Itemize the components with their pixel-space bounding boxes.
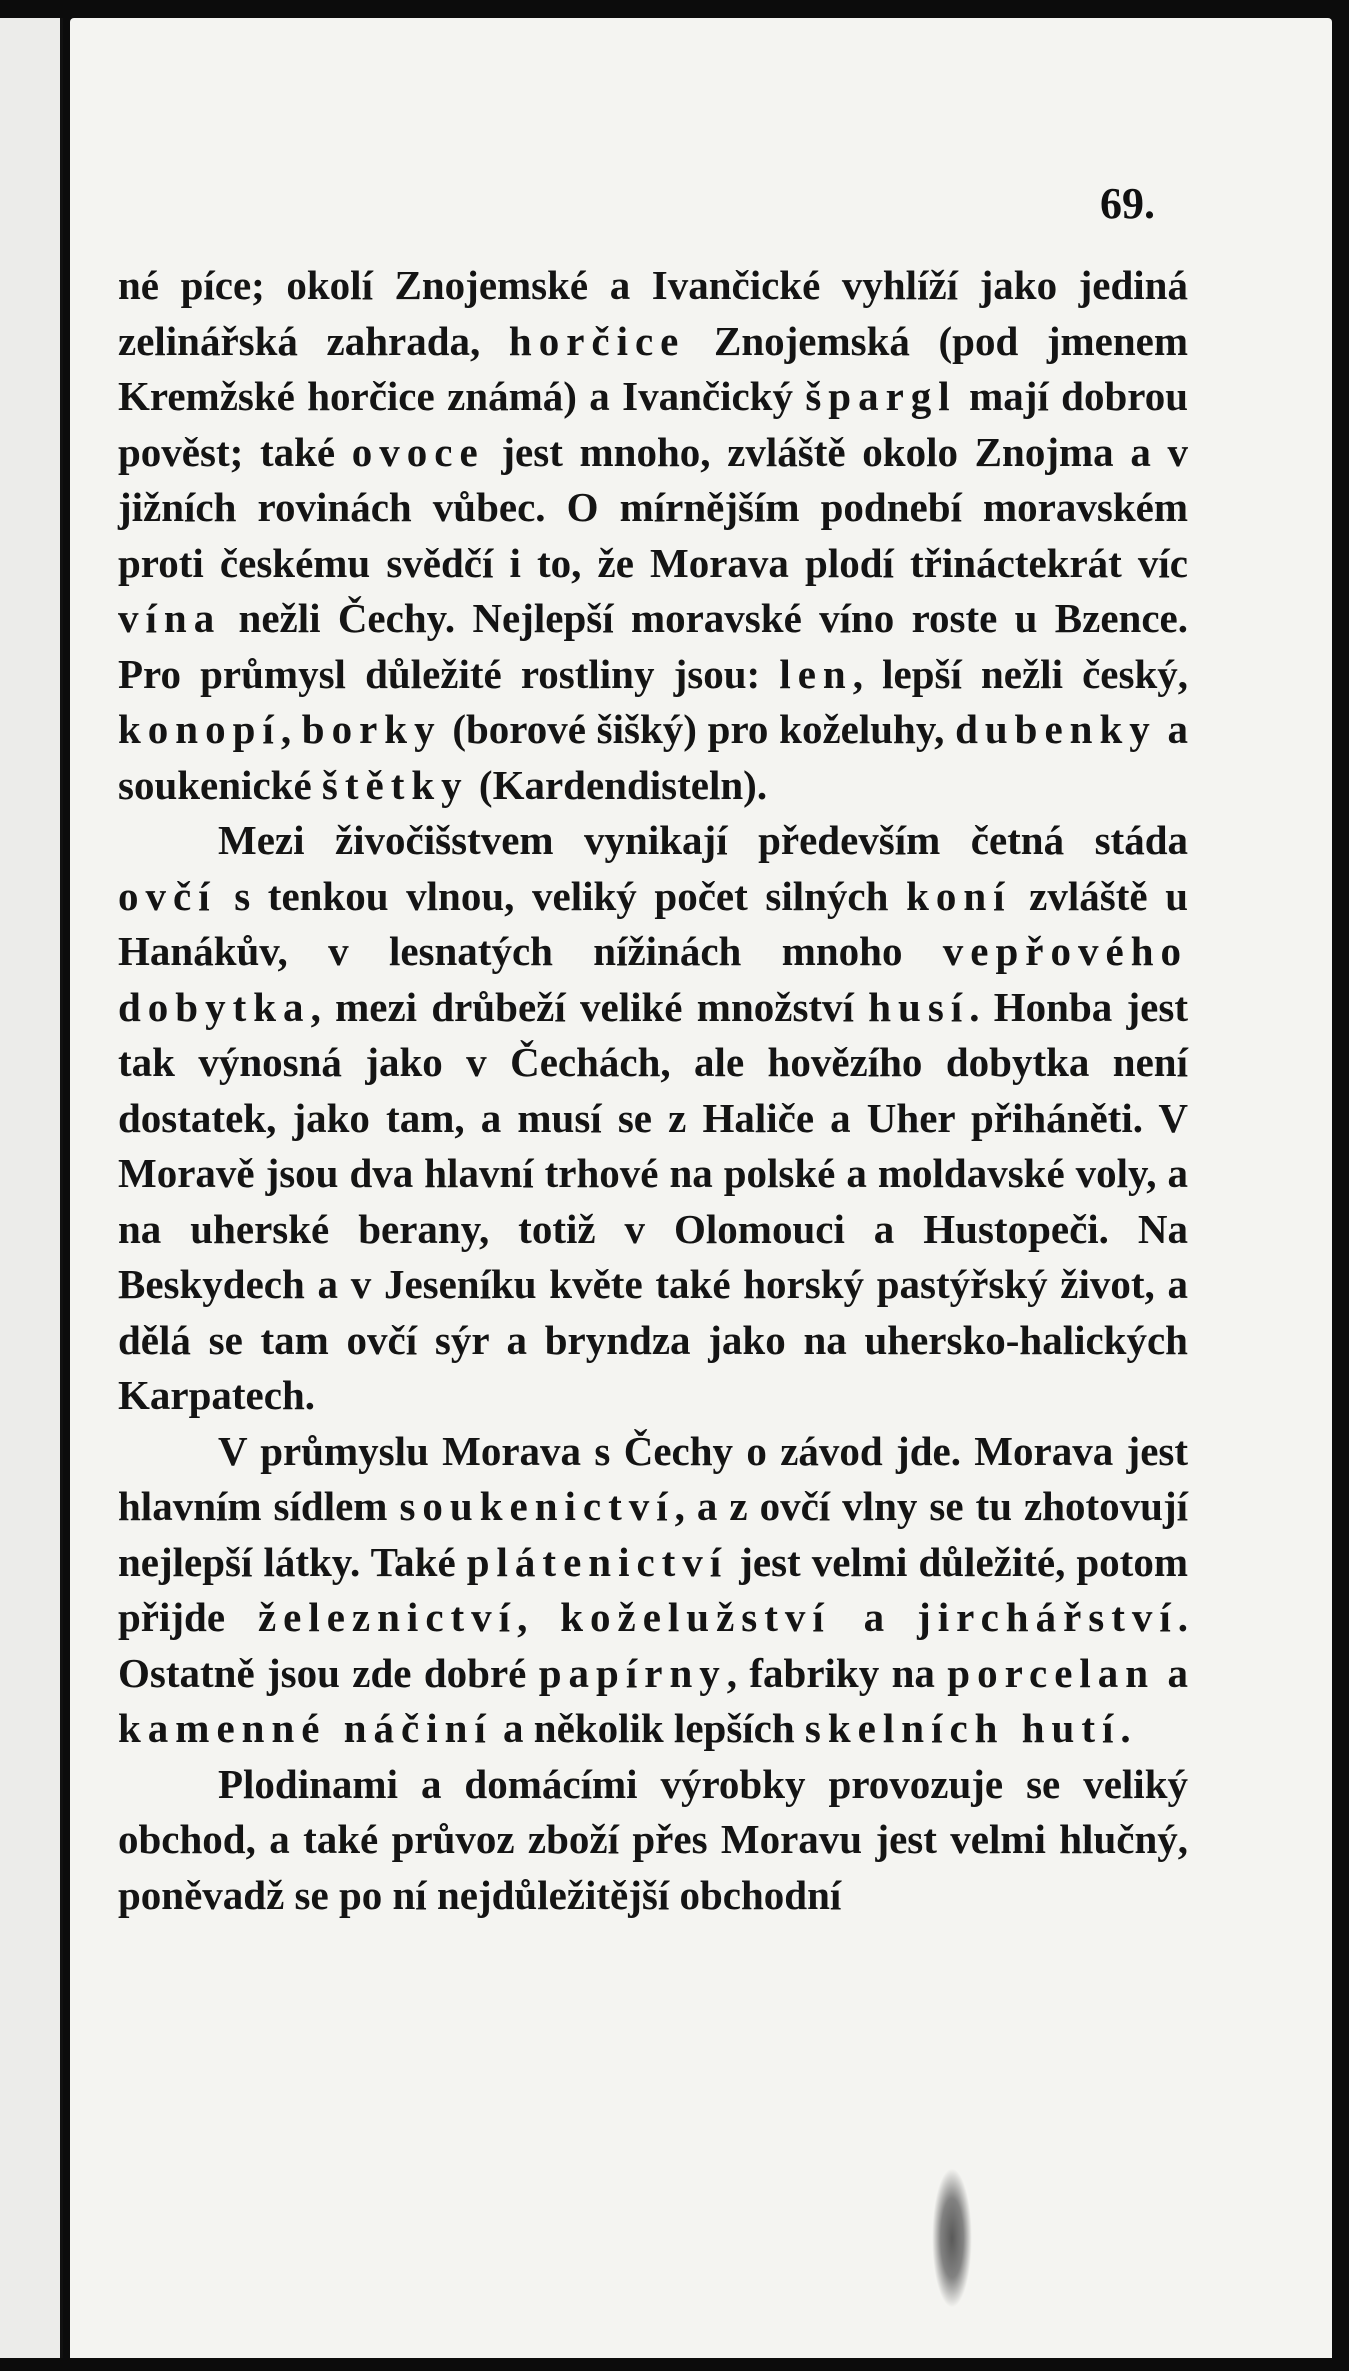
text-run: a soukenické bbox=[118, 706, 1189, 808]
text-run: , fabriky na bbox=[726, 1649, 948, 1696]
paragraph bbox=[118, 813, 1188, 1424]
spaced-term: vepřového dobytka bbox=[118, 928, 1188, 1030]
ink-smudge bbox=[932, 2168, 972, 2308]
spaced-term: horčice bbox=[508, 317, 686, 364]
spaced-term: jirchářství bbox=[917, 1594, 1178, 1640]
spaced-term: koželužství bbox=[560, 1594, 831, 1640]
text-run: a bbox=[830, 1594, 918, 1640]
text-run: mají dobrou pověst; také bbox=[118, 373, 1189, 475]
text-run: , mezi drůbeží veliké množství bbox=[310, 983, 869, 1030]
text-run: (Kardendisteln). bbox=[468, 761, 768, 808]
spaced-term: kamenné náčiní bbox=[118, 1705, 493, 1751]
text-run: . Ostatně jsou zde dobré bbox=[118, 1594, 1189, 1696]
spaced-term: papírny bbox=[538, 1649, 727, 1696]
text-run: , bbox=[280, 706, 302, 752]
text-run: jest mnoho, zvláště okolo Znojma a v jižních rovinách vůbec. O mírnějším podnebí moravském proti českému svědčí i to, že Morava plodí třináctekrát víc bbox=[118, 428, 1189, 586]
spaced-term: porcelan bbox=[947, 1649, 1156, 1696]
spaced-term: konopí bbox=[118, 706, 281, 752]
spaced-term: borky bbox=[301, 706, 442, 752]
spaced-term: štětky bbox=[321, 761, 469, 808]
spaced-term: železnictví bbox=[257, 1594, 518, 1640]
text-run: , lepší nežli český, bbox=[852, 650, 1189, 697]
text-run: Plodinami a domácími výrobky provozuje se veliký obchod, a také průvoz zboží přes Moravu jest velmi hlučný, poněvadž se po ní nejdůležitější obchodní bbox=[118, 1760, 1188, 1918]
text-run: a bbox=[1155, 1649, 1188, 1696]
spaced-term: len bbox=[779, 650, 853, 697]
text-run: V průmyslu Morava s Čechy o závod jde. Morava jest hlavním sídlem bbox=[118, 1427, 1188, 1529]
text-run: zvláště u Hanákův, v lesnatých nížinách mnoho bbox=[118, 872, 1188, 974]
text-run: Znojemská (pod jmenem Kremžské horčice známá) a Ivančický bbox=[118, 317, 1189, 419]
spaced-term: ovčí bbox=[118, 872, 217, 919]
text-run: né píce; okolí Znojemské a Ivančické vyhlíží jako jediná zelinářská zahrada, bbox=[118, 262, 1188, 364]
facing-page-edge bbox=[0, 18, 63, 2358]
text-run: , a z ovčí vlny se tu zhotovují nejlepší látky. Také bbox=[118, 1483, 1188, 1585]
text-run: . Honba jest tak výnosná jako v Čechách, ale hovězího dobytka není dostatek, jako tam, a musí se z Haliče a Uher přiháněti. V Moravě jsou dva hlavní trhové na polské a moldavské voly, a na uherské berany, totiž v Olomouci a Hustopeči. Na Beskydech a v Jeseníku květe také horský pastýřský život, a dělá se tam ovčí sýr a bryndza jako na uhersko-halických Karpatech. bbox=[118, 983, 1188, 1418]
text-run: s tenkou vlnou, veliký počet silných bbox=[216, 872, 907, 919]
text-run: Mezi živočišstvem vynikají především četná stáda bbox=[218, 817, 1188, 863]
text-run: , bbox=[517, 1594, 561, 1640]
page-number: 69. bbox=[1100, 179, 1155, 228]
spaced-term: dubenky bbox=[955, 706, 1157, 752]
spaced-term: husí bbox=[868, 983, 970, 1030]
spaced-term: ovoce bbox=[351, 428, 485, 475]
spaced-term: vína bbox=[118, 595, 222, 641]
paragraph bbox=[118, 258, 1188, 813]
paragraph bbox=[118, 1424, 1188, 1757]
body-text bbox=[118, 258, 1188, 1923]
spaced-term: soukenictví bbox=[399, 1483, 675, 1529]
book-page bbox=[70, 18, 1332, 2358]
spaced-term: skelních hutí bbox=[804, 1705, 1121, 1751]
spaced-term: špargl bbox=[805, 373, 957, 419]
text-run: a několik lepších bbox=[492, 1705, 805, 1751]
spaced-term: plátenictví bbox=[466, 1538, 729, 1585]
text-run: . bbox=[1120, 1705, 1131, 1751]
text-run: (borové šišký) pro koželuhy, bbox=[441, 706, 956, 752]
text-run: jest velmi důležité, potom přijde bbox=[118, 1538, 1188, 1640]
paragraph bbox=[118, 1757, 1188, 1924]
spaced-term: koní bbox=[906, 872, 1012, 919]
text-run: nežli Čechy. Nejlepší moravské víno roste u Bzence. Pro průmysl důležité rostliny jsou: bbox=[118, 595, 1188, 697]
